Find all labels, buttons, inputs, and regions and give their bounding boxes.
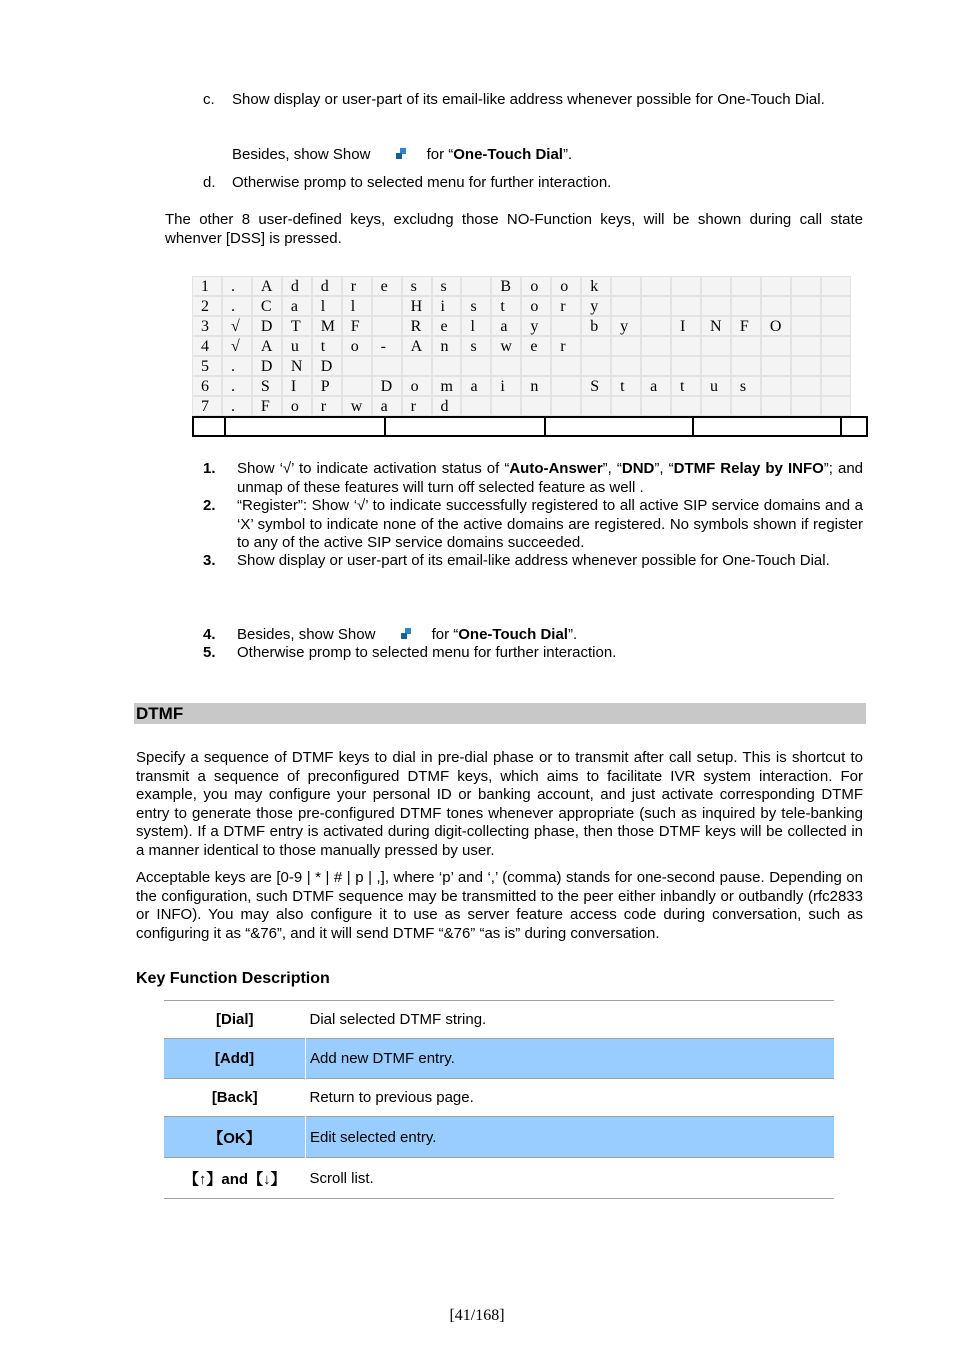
lcd-cell: w bbox=[491, 336, 521, 356]
lcd-cell bbox=[671, 356, 701, 376]
lcd-cell: 4 bbox=[192, 336, 222, 356]
lcd-row bbox=[192, 376, 866, 396]
lcd-cell bbox=[821, 276, 851, 296]
softkey-slot bbox=[544, 418, 692, 435]
lcd-cell bbox=[821, 356, 851, 376]
lcd-cell: 1 bbox=[192, 276, 222, 296]
lcd-cell bbox=[701, 336, 731, 356]
lcd-cell bbox=[821, 336, 851, 356]
lcd-cell: i bbox=[491, 376, 521, 396]
list-marker-d: d. bbox=[203, 174, 216, 191]
description-cell: Dial selected DTMF string. bbox=[309, 1011, 487, 1028]
lcd-cell: S bbox=[581, 376, 611, 396]
lcd-cell: s bbox=[461, 296, 491, 316]
list-item-1-text-d: ”, “ bbox=[654, 460, 674, 477]
lcd-cell: o bbox=[551, 276, 581, 296]
section-heading: DTMF bbox=[134, 703, 866, 724]
description-cell: Scroll list. bbox=[309, 1169, 374, 1187]
lcd-cell: M bbox=[312, 316, 342, 336]
lcd-cell bbox=[551, 376, 581, 396]
lcd-row bbox=[192, 396, 866, 416]
lcd-cell: s bbox=[461, 336, 491, 356]
lcd-cell: e bbox=[372, 276, 402, 296]
item-d-text: Otherwise promp to selected menu for further interaction. bbox=[232, 174, 612, 191]
lcd-cell bbox=[611, 296, 641, 316]
list-item-2: “Register”: Show ‘√’ to indicate successfully registered to all active SIP service domains and a ‘X’ symbol to indicate none of the active domains are registered. No symbols shown if register to any of the active SIP service domains succeeded. bbox=[237, 497, 863, 551]
lcd-cell: a bbox=[491, 316, 521, 336]
lcd-cell: D bbox=[252, 316, 282, 336]
list-item-4-post: ”. bbox=[567, 626, 578, 643]
lcd-cell: F bbox=[731, 316, 761, 336]
lcd-cell bbox=[671, 296, 701, 316]
lcd-cell bbox=[761, 336, 791, 356]
lcd-row bbox=[192, 296, 866, 316]
list-number: 1. bbox=[203, 460, 216, 477]
lcd-cell bbox=[461, 356, 491, 376]
lcd-cell: t bbox=[671, 376, 701, 396]
list-item-4 bbox=[237, 626, 863, 643]
lcd-cell bbox=[821, 316, 851, 336]
lcd-cell: y bbox=[611, 316, 641, 336]
lcd-cell: I bbox=[671, 316, 701, 336]
lcd-cell: n bbox=[432, 336, 462, 356]
lcd-cell bbox=[372, 296, 402, 316]
lcd-cell: k bbox=[581, 276, 611, 296]
lcd-cell: R bbox=[402, 316, 432, 336]
dnd-label: DND bbox=[621, 460, 655, 477]
lcd-cell: F bbox=[342, 316, 372, 336]
lcd-cell bbox=[671, 396, 701, 416]
lcd-cell bbox=[372, 356, 402, 376]
lcd-cell: d bbox=[282, 276, 312, 296]
lcd-cell bbox=[641, 276, 671, 296]
lcd-cell: t bbox=[312, 336, 342, 356]
lcd-cell bbox=[731, 356, 761, 376]
besides-mid: for “ bbox=[426, 146, 454, 163]
lcd-cell bbox=[761, 276, 791, 296]
lcd-cell bbox=[791, 316, 821, 336]
lcd-cell bbox=[461, 396, 491, 416]
lcd-cell: 7 bbox=[192, 396, 222, 416]
lcd-screen bbox=[192, 276, 866, 437]
key-function-table bbox=[164, 1000, 834, 1199]
lcd-cell: r bbox=[551, 296, 581, 316]
lcd-cell bbox=[611, 336, 641, 356]
lcd-cell: . bbox=[222, 376, 252, 396]
lcd-cell bbox=[701, 396, 731, 416]
dtmf-relay-label: DTMF Relay by INFO bbox=[673, 460, 824, 477]
lcd-cell: s bbox=[402, 276, 432, 296]
lcd-cell bbox=[791, 336, 821, 356]
lcd-cell bbox=[761, 376, 791, 396]
lcd-cell bbox=[551, 316, 581, 336]
lcd-cell bbox=[671, 336, 701, 356]
lcd-cell: - bbox=[372, 336, 402, 356]
lcd-cell bbox=[701, 356, 731, 376]
lcd-cell bbox=[731, 336, 761, 356]
lcd-cell bbox=[342, 376, 372, 396]
key-cell: 【OK】 bbox=[164, 1117, 306, 1158]
key-cell: [Add] bbox=[164, 1039, 306, 1079]
lcd-cell bbox=[581, 336, 611, 356]
lcd-cell: T bbox=[282, 316, 312, 336]
page-number: [41/168] bbox=[449, 1307, 505, 1324]
lcd-cell bbox=[701, 276, 731, 296]
lcd-cell bbox=[611, 356, 641, 376]
auto-answer-label: Auto-Answer bbox=[509, 460, 603, 477]
key-cell: [Dial] bbox=[216, 1011, 254, 1028]
lcd-cell bbox=[791, 376, 821, 396]
lcd-cell: y bbox=[521, 316, 551, 336]
phone-handset-icon bbox=[400, 628, 412, 640]
table-row bbox=[164, 1001, 834, 1039]
key-cell: [Back] bbox=[211, 1089, 258, 1106]
table-row bbox=[164, 1158, 834, 1199]
besides-post: ”. bbox=[562, 146, 573, 163]
lcd-cell: . bbox=[222, 396, 252, 416]
lcd-cell bbox=[491, 356, 521, 376]
lcd-cell: o bbox=[402, 376, 432, 396]
lcd-cell: u bbox=[701, 376, 731, 396]
list-item-1 bbox=[237, 460, 863, 497]
lcd-cell: l bbox=[461, 316, 491, 336]
table-row bbox=[164, 1039, 834, 1079]
lcd-cell bbox=[432, 356, 462, 376]
lcd-cell: √ bbox=[222, 316, 252, 336]
lcd-row bbox=[192, 276, 866, 296]
table-row bbox=[164, 1117, 834, 1158]
lcd-cell: o bbox=[521, 296, 551, 316]
list-number: 4. bbox=[203, 626, 216, 643]
list-marker-c: c. bbox=[203, 91, 215, 108]
lcd-cell: P bbox=[312, 376, 342, 396]
lcd-cell: F bbox=[252, 396, 282, 416]
lcd-cell: w bbox=[342, 396, 372, 416]
lcd-cell: e bbox=[432, 316, 462, 336]
lcd-cell: a bbox=[641, 376, 671, 396]
lcd-cell bbox=[581, 356, 611, 376]
lcd-cell: N bbox=[282, 356, 312, 376]
lcd-cell bbox=[581, 396, 611, 416]
list-number: 2. bbox=[203, 497, 216, 514]
lcd-cell: A bbox=[252, 276, 282, 296]
lcd-cell bbox=[641, 356, 671, 376]
lcd-cell: D bbox=[312, 356, 342, 376]
lcd-cell: b bbox=[581, 316, 611, 336]
softkey-slot bbox=[840, 418, 866, 435]
lcd-cell: D bbox=[252, 356, 282, 376]
lcd-cell bbox=[731, 296, 761, 316]
lcd-cell: o bbox=[282, 396, 312, 416]
lcd-cell: a bbox=[461, 376, 491, 396]
lcd-cell bbox=[342, 356, 372, 376]
lcd-cell: B bbox=[491, 276, 521, 296]
lcd-cell: d bbox=[312, 276, 342, 296]
lcd-cell bbox=[491, 396, 521, 416]
lcd-cell bbox=[731, 276, 761, 296]
lcd-cell bbox=[701, 296, 731, 316]
lcd-cell: o bbox=[342, 336, 372, 356]
lcd-cell: l bbox=[342, 296, 372, 316]
lcd-cell bbox=[791, 276, 821, 296]
lcd-cell: i bbox=[432, 296, 462, 316]
lcd-cell: 3 bbox=[192, 316, 222, 336]
lcd-cell: a bbox=[372, 396, 402, 416]
lcd-cell: C bbox=[252, 296, 282, 316]
lcd-cell: . bbox=[222, 276, 252, 296]
lcd-cell bbox=[791, 396, 821, 416]
lcd-row bbox=[192, 356, 866, 376]
lcd-cell: N bbox=[701, 316, 731, 336]
lcd-cell: d bbox=[432, 396, 462, 416]
list-item-1-text-a: Show ‘√’ to indicate activation status of “ bbox=[237, 460, 510, 477]
lcd-cell: A bbox=[252, 336, 282, 356]
lcd-cell bbox=[791, 296, 821, 316]
softkey-slot bbox=[384, 418, 544, 435]
lcd-row bbox=[192, 336, 866, 356]
besides-bold: One-Touch Dial bbox=[453, 146, 563, 163]
lcd-cell: m bbox=[432, 376, 462, 396]
lcd-cell bbox=[611, 276, 641, 296]
lcd-cell: e bbox=[521, 336, 551, 356]
lcd-cell bbox=[821, 376, 851, 396]
lcd-cell: s bbox=[432, 276, 462, 296]
lcd-cell: l bbox=[312, 296, 342, 316]
softkey-slot bbox=[224, 418, 384, 435]
lcd-cell: S bbox=[252, 376, 282, 396]
softkey-bar bbox=[192, 416, 868, 437]
list-item-4-bold: One-Touch Dial bbox=[458, 626, 568, 643]
phone-handset-icon bbox=[395, 148, 407, 160]
softkey-slot bbox=[194, 418, 224, 435]
lcd-cell bbox=[551, 396, 581, 416]
softkey-slot bbox=[692, 418, 840, 435]
description-cell: Add new DTMF entry. bbox=[306, 1039, 835, 1079]
lcd-cell bbox=[761, 396, 791, 416]
lcd-cell: 6 bbox=[192, 376, 222, 396]
lcd-cell: y bbox=[581, 296, 611, 316]
lcd-cell: √ bbox=[222, 336, 252, 356]
lcd-cell bbox=[821, 396, 851, 416]
lcd-cell: . bbox=[222, 296, 252, 316]
lcd-cell: . bbox=[222, 356, 252, 376]
list-item-4-mid: for “ bbox=[431, 626, 459, 643]
lcd-cell: a bbox=[282, 296, 312, 316]
lcd-cell: r bbox=[402, 396, 432, 416]
lcd-cell: 5 bbox=[192, 356, 222, 376]
lcd-cell bbox=[521, 356, 551, 376]
lcd-cell: n bbox=[521, 376, 551, 396]
lcd-cell: A bbox=[402, 336, 432, 356]
description-cell: Return to previous page. bbox=[309, 1089, 474, 1106]
lcd-cell bbox=[671, 276, 701, 296]
lcd-cell: r bbox=[551, 336, 581, 356]
lcd-cell: t bbox=[491, 296, 521, 316]
lcd-cell: u bbox=[282, 336, 312, 356]
lcd-cell bbox=[402, 356, 432, 376]
key-cell: 【↑】and【↓】 bbox=[183, 1170, 286, 1188]
lcd-cell: t bbox=[611, 376, 641, 396]
lcd-cell bbox=[641, 296, 671, 316]
lcd-row bbox=[192, 316, 866, 336]
list-number: 3. bbox=[203, 552, 216, 569]
description-cell: Edit selected entry. bbox=[306, 1117, 835, 1158]
lcd-cell bbox=[641, 336, 671, 356]
lcd-cell bbox=[372, 316, 402, 336]
lcd-cell: o bbox=[521, 276, 551, 296]
lcd-cell bbox=[731, 396, 761, 416]
besides-pre: Besides, show Show bbox=[232, 146, 371, 163]
lcd-cell: O bbox=[761, 316, 791, 336]
lcd-cell bbox=[761, 296, 791, 316]
besides-line bbox=[232, 146, 572, 163]
lcd-cell bbox=[761, 356, 791, 376]
lcd-cell bbox=[461, 276, 491, 296]
list-item-5: Otherwise promp to selected menu for further interaction. bbox=[237, 644, 617, 661]
lcd-cell: s bbox=[731, 376, 761, 396]
intro-paragraph: The other 8 user-defined keys, excludng those NO-Function keys, will be shown during call state whenver [DSS] is pressed. bbox=[165, 211, 863, 247]
lcd-rows bbox=[192, 276, 866, 416]
lcd-cell bbox=[641, 316, 671, 336]
lcd-cell: D bbox=[372, 376, 402, 396]
lcd-cell: r bbox=[312, 396, 342, 416]
lcd-cell bbox=[821, 296, 851, 316]
list-number: 5. bbox=[203, 644, 216, 661]
dtmf-paragraph-2: Acceptable keys are [0-9 | * | # | p | ,], where ‘p’ and ‘,’ (comma) stands for one-second pause. Depending on the configuration, such DTMF sequence may be transmitted to the peer either inbandly or outbandly (rfc2833 or INFO). You may also configure it to use as server feature access code during conversation, such as configuring it as “&76”, and it will send DTMF “&76” “as is” during conversation. bbox=[136, 869, 863, 942]
lcd-cell: r bbox=[342, 276, 372, 296]
list-item-1-text-c: ”, “ bbox=[602, 460, 622, 477]
lcd-cell: 2 bbox=[192, 296, 222, 316]
list-item-3: Show display or user-part of its email-like address whenever possible for One-Touch Dial. bbox=[237, 552, 830, 569]
lcd-cell bbox=[611, 396, 641, 416]
lcd-cell bbox=[791, 356, 821, 376]
lcd-cell bbox=[551, 356, 581, 376]
list-item-4-pre: Besides, show Show bbox=[237, 626, 376, 643]
dtmf-paragraph-1: Specify a sequence of DTMF keys to dial in pre-dial phase or to transmit after call setup. This is shortcut to transmit a sequence of preconfigured DTMF keys, which aims to facilitate IVR system interaction. For example, you may configure your personal ID or banking account, and just activate corresponding DTMF entry to generate those pre-configured DTMF tones whenever appropriate (such as inquired by tele-banking system). If a DTMF entry is activated during digit-collecting phase, then those DTMF keys will be collected in a manner identical to those manually pressed by user. bbox=[136, 749, 863, 859]
table-row bbox=[164, 1079, 834, 1117]
key-function-heading: Key Function Description bbox=[136, 970, 330, 987]
list-item-1-text-e: ”; and unmap of these features will turn off selected feature as well . bbox=[237, 460, 864, 496]
item-c-text: Show display or user-part of its email-like address whenever possible for One-Touch Dial. bbox=[232, 91, 825, 108]
lcd-cell bbox=[521, 396, 551, 416]
lcd-cell bbox=[641, 396, 671, 416]
lcd-cell: H bbox=[402, 296, 432, 316]
lcd-cell: I bbox=[282, 376, 312, 396]
